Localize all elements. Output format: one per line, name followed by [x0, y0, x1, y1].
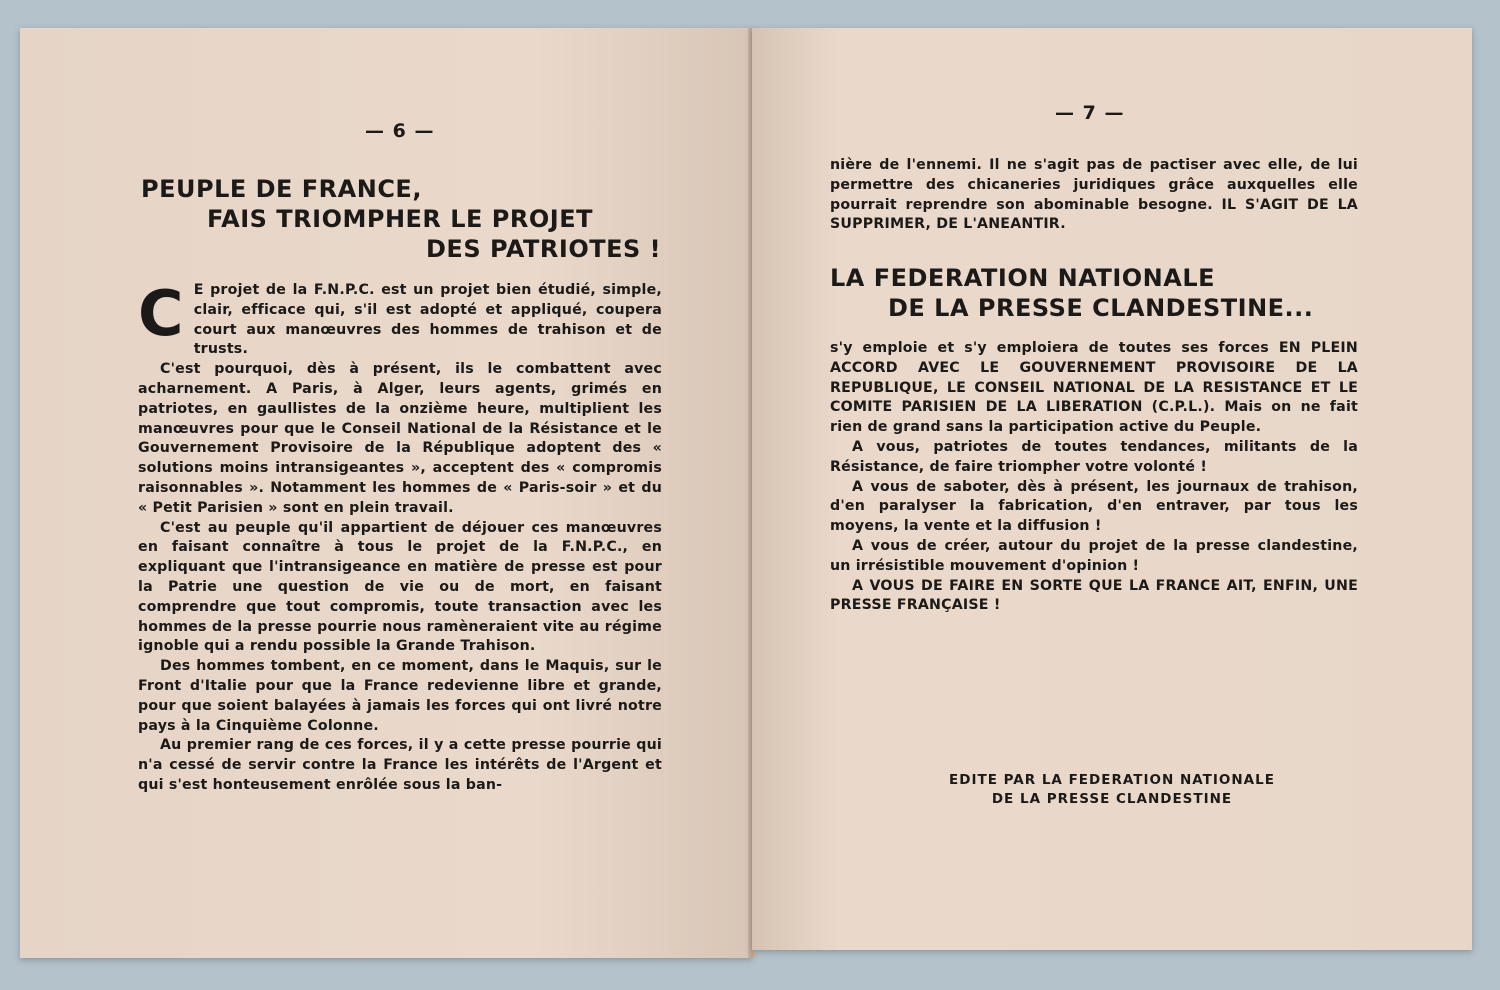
paragraph: A vous, patriotes de toutes tendances, militants de la Résistance, de faire triompher votre volonté ! [830, 438, 1358, 475]
paragraph: Des hommes tombent, en ce moment, dans le Maquis, sur le Front d'Italie pour que la France redevienne libre et grande, pour que soient balayées à jamais les forces qui ont livré notre pays à la Cinquième Colonne. [138, 658, 662, 734]
colophon-line-1: EDITE PAR LA FEDERATION NATIONALE [949, 772, 1275, 788]
paragraph: C'est pourquoi, dès à présent, ils le combattent avec acharnement. A Paris, à Alger, leurs agents, grimés en patriotes, en gaullistes de la onzième heure, multiplient les manœuvres pour que le Conseil National de la Résistance et le Gouvernement Provisoire de la République adoptent des « solutions moins intransigeantes », acceptent des « compromis raisonnables ». Notamment les hommes de « Paris-soir » et du « Petit Parisien » sont en plein travail. [138, 361, 662, 516]
article-body [830, 339, 1358, 616]
paragraph: C'est au peuple qu'il appartient de déjouer ces manœuvres en faisant connaître à tous le projet de la F.N.P.C., en expliquant que l'intransigeance en matière de presse est pour la Patrie une question de vie ou de mort, en faisant comprendre que tout compromis, toute transaction avec les hommes de la presse pourrie nous ramèneraient vite au régime ignoble qui a rendu possible la Grande Trahison. [138, 519, 662, 655]
article-body [138, 277, 662, 796]
paragraph: s'y emploie et s'y emploiera de toutes ses forces EN PLEIN ACCORD AVEC LE GOUVERNEMENT PROVISOIRE DE LA REPUBLIQUE, LE CONSEIL NATIONAL DE LA RESISTANCE ET LE COMITE PARISIEN DE LA LIBERATION (C.P.L.). Mais on ne fait rien de grand sans la participation active du Peuple. [830, 340, 1358, 436]
page-title [141, 174, 681, 264]
paragraph: A vous de créer, autour du projet de la presse clandestine, un irrésistible mouvement d'opinion ! [830, 537, 1358, 574]
colophon [902, 771, 1322, 809]
right-page [752, 28, 1472, 950]
paragraph: A VOUS DE FAIRE EN SORTE QUE LA FRANCE AIT, ENFIN, UNE PRESSE FRANÇAISE ! [830, 577, 1358, 614]
continuation-text [830, 156, 1358, 235]
drop-cap: C [138, 277, 184, 350]
page-number: — 6 — [365, 120, 435, 142]
title-line-2: DE LA PRESSE CLANDESTINE... [888, 294, 1314, 322]
left-page [20, 28, 752, 958]
paragraph: A vous de saboter, dès à présent, les journaux de trahison, d'en paralyser la fabrication, d'en entraver, par tous les moyens, la vente et la diffusion ! [830, 478, 1358, 535]
section-title [830, 263, 1470, 323]
paragraph: nière de l'ennemi. Il ne s'agit pas de pactiser avec elle, de lui permettre des chicaneries juridiques grâce auxquelles elle pourrait reprendre son abominable besogne. IL S'AGIT DE LA SUPPRIMER, DE L'ANEANTIR. [830, 157, 1358, 233]
title-line-1: PEUPLE DE FRANCE, [141, 175, 422, 203]
colophon-line-2: DE LA PRESSE CLANDESTINE [991, 791, 1233, 807]
title-line-2: FAIS TRIOMPHER LE PROJET [207, 205, 593, 233]
paragraph: Au premier rang de ces forces, il y a cette presse pourrie qui n'a cessé de servir contre la France les intérêts de l'Argent et qui s'est honteusement enrôlée sous la ban- [138, 737, 662, 793]
page-number: — 7 — [1055, 102, 1125, 124]
title-line-1: LA FEDERATION NATIONALE [830, 264, 1216, 292]
title-line-3: DES PATRIOTES ! [426, 235, 662, 263]
paragraph: C E projet de la F.N.P.C. est un projet bien étudié, simple, clair, efficace qui, s'il est adopté et appliqué, coupera court aux manœuvres des hommes de trahison et de trusts. [138, 277, 662, 358]
